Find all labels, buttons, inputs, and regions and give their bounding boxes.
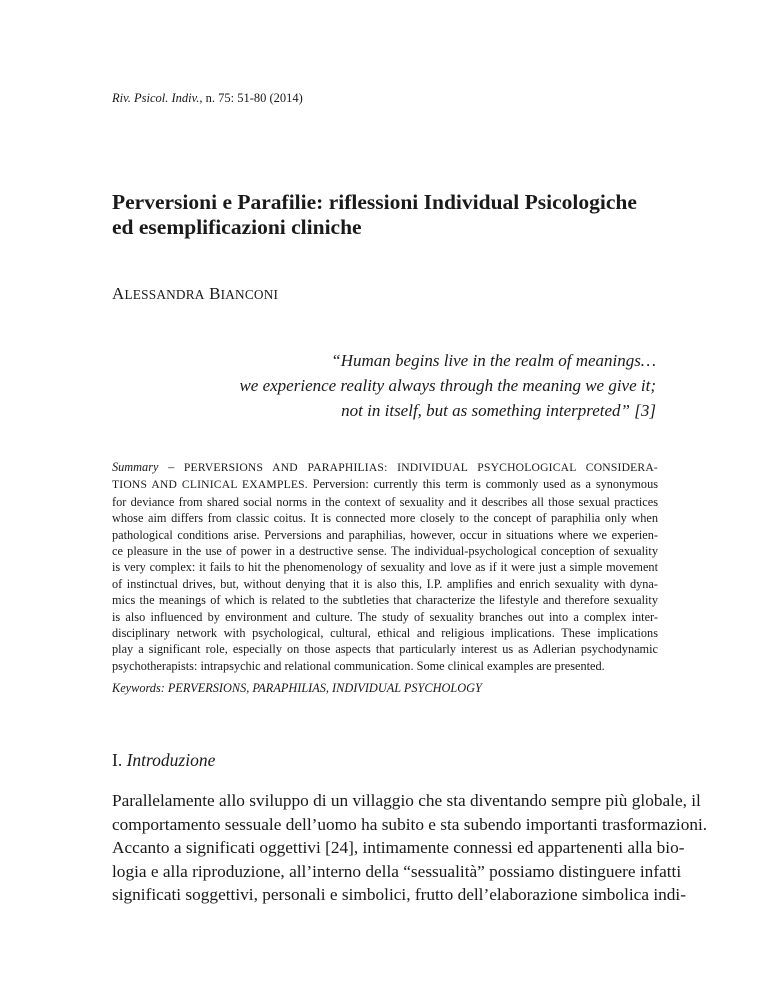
author-name [112, 284, 278, 304]
section-title: Introduzione [126, 750, 216, 770]
summary-line: for deviance from shared social norms in the context of sexuality and it describes all those sexual practices [112, 494, 658, 509]
body-line: comportamento sessuale dell’uomo ha subito e sta subendo importanti trasformazioni. [112, 814, 708, 834]
epigraph-quote [239, 348, 656, 423]
summary-line: pathological conditions arise. Perversions and paraphilias, however, occur in situations where we experien- [112, 527, 658, 542]
epigraph-line-1: “Human begins live in the realm of meanings… [331, 351, 656, 370]
author-last-initial: B [209, 284, 221, 303]
summary-line: psychotherapists: intrapsychic and relational communication. Some clinical examples are presented. [112, 658, 605, 673]
issue-reference: , n. 75: 51-80 (2014) [199, 91, 303, 105]
body-line: Parallelamente allo sviluppo di un villaggio che sta diventando sempre più globale, il [112, 791, 701, 810]
article-title [112, 190, 672, 240]
keywords: Keywords: PERVERSIONS, PARAPHILIAS, INDIVIDUAL PSYCHOLOGY [112, 681, 482, 695]
summary-heading: PERVERSIONS AND PARAPHILIAS: INDIVIDUAL PSYCHOLOGICAL CONSIDERA- [183, 461, 658, 474]
summary-line: ce pleasure in the use of power in a destructive sense. The individual-psychological conception of sexuality [112, 544, 658, 559]
summary-label: Summary [112, 460, 159, 474]
body-paragraph [112, 789, 708, 907]
summary-line: play a significant role, especially on those aspects that particularly interest us as Adlerian psychodynamic [112, 642, 658, 657]
summary-line: of instinctual drives, but, without denying that it is also this, I.P. amplifies and enrich sexuality with dyna- [112, 576, 658, 591]
author-first-initial: A [112, 284, 125, 303]
section-number: I. [112, 750, 127, 770]
summary-abstract [112, 459, 658, 674]
journal-name: Riv. Psicol. Indiv. [112, 91, 200, 105]
section-heading [112, 750, 215, 771]
author-last-rest: IANCONI [220, 287, 279, 302]
summary-line: disciplinary network with psychological, cultural, ethical and religious implications. These implications [112, 626, 658, 641]
summary-line: is very complex: it fails to hit the phenomenology of sexuality and love as if it were just a simple movement [112, 560, 658, 575]
summary-heading-cont: TIONS AND CLINICAL EXAMPLES. [112, 478, 308, 492]
body-line: logia e alla riproduzione, all’interno della “sessualità” possiamo distinguere infatti [112, 861, 682, 881]
title-line-2: ed esemplificazioni cliniche [112, 215, 362, 239]
summary-line: TIONS AND CLINICAL EXAMPLES. Perversion: currently this term is commonly used as a synonymous [112, 477, 658, 492]
author-first-rest: LESSANDRA [124, 287, 205, 302]
summary-line: mics the meanings of which is related to the subtleties that characterize the lifestyle and therefore sexuality [112, 593, 658, 608]
summary-line: whose aim differs from classic coitus. It is connected more closely to the concept of paraphilia only when [112, 511, 658, 526]
journal-citation [112, 91, 303, 106]
summary-line: is also influenced by environment and culture. The study of sexuality branches out into a complex inter- [112, 609, 658, 624]
epigraph-line-2: we experience reality always through the meaning we give it; [239, 376, 656, 395]
epigraph-line-3: not in itself, but as something interpreted” [3] [341, 401, 656, 420]
body-line: significati soggettivi, personali e simbolici, frutto dell’elaborazione simbolica indi- [112, 885, 686, 904]
summary-line: Summary – PERVERSIONS AND PARAPHILIAS: INDIVIDUAL PSYCHOLOGICAL CONSIDERA- [112, 460, 658, 474]
body-line: Accanto a significati oggettivi [24], intimamente connessi ed appartenenti alla bio- [112, 838, 685, 857]
title-line-1: Perversioni e Parafilie: riflessioni Individual Psicologiche [112, 190, 637, 214]
